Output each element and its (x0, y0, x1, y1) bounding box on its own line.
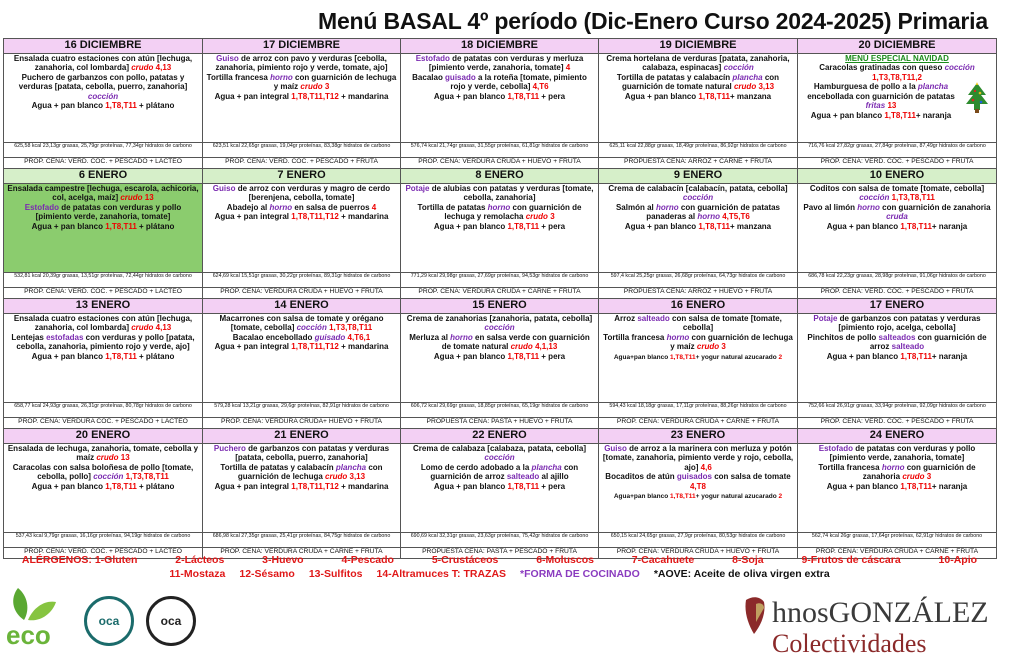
nutrition-info: 537,43 kcal 9,79gr grasas, 16,16gr proteínas, 94,19gr hidratos de carbono (4, 533, 203, 548)
company-logo (742, 594, 1022, 663)
day-header: 6 ENERO (4, 169, 203, 184)
dinner-proposal: PROP. CENA: VERDURA CRUDA + CARNE + FRUTA (599, 418, 798, 429)
week-4-nutrition-row (4, 533, 997, 548)
allergen-item: 10-Apio (938, 554, 978, 566)
dinner-proposal: PROP. CENA: VERDURA CRUDA+ HUEVO + FRUTA (203, 418, 401, 429)
day-menu: Guiso de arroz con pavo y verduras [cebolla, zanahoria, pimiento rojo y verde, tomate, ajo] Tortilla francesa horno con guarnición de lechuga y maíz crudo 3 Agua + pan integral 1,T8,T11,T12 + mandarina (203, 54, 401, 143)
day-header: 20 DICIEMBRE (798, 39, 997, 54)
day-header: 19 DICIEMBRE (599, 39, 798, 54)
day-header: 14 ENERO (203, 299, 401, 314)
week-2-header-row (4, 169, 997, 184)
week-2-dish-row (4, 184, 997, 273)
allergen-item: 8-Soja (732, 554, 764, 566)
day-menu: Potaje de garbanzos con patatas y verduras [pimiento rojo, acelga, cebolla] Pinchitos de pollo salteados con guarnición de arroz salteado Agua + pan blanco 1,T8,T11+ naranja (798, 314, 997, 403)
dinner-proposal: PROP. CENA: VERD. COC. + PESCADO + FRUTA (798, 288, 997, 299)
page-title: Menú BASAL 4º período (Dic-Enero Curso 2024-2025) Primaria (318, 8, 988, 34)
week-2-dinner-row (4, 288, 997, 299)
nutrition-info: 597,4 kcal 25,25gr grasas, 26,68gr proteínas, 64,73gr hidratos de carbono (599, 273, 798, 288)
dinner-proposal: PROP. CENA: VERD. COC. + PESCADO + FRUTA (203, 158, 401, 169)
nutrition-info: 625,58 kcal 23,13gr grasas, 25,79gr proteínas, 77,34gr hidratos de carbono (4, 143, 203, 158)
nutrition-info: 752,66 kcal 26,91gr grasas, 33,94gr proteínas, 92,09gr hidratos de carbono (798, 403, 997, 418)
day-header: 18 DICIEMBRE (401, 39, 599, 54)
week-3-nutrition-row (4, 403, 997, 418)
week-3-header-row (4, 299, 997, 314)
nutrition-info: 625,11 kcal 22,88gr grasas, 18,49gr proteínas, 86,92gr hidratos de carbono (599, 143, 798, 158)
dinner-proposal: PROPUESTA CENA: PASTA + PESCADO + FRUTA (401, 548, 599, 559)
day-menu: Guiso de arroz con verduras y magro de cerdo [berenjena, cebolla, tomate] Abadejo al horno en salsa de puerros 4 Agua + pan integral 1,T8,T11,T12 + mandarina (203, 184, 401, 273)
week-3-dinner-row (4, 418, 997, 429)
day-header: 16 ENERO (599, 299, 798, 314)
nutrition-info: 594,43 kcal 18,18gr grasas, 17,11gr proteínas, 88,26gr hidratos de carbono (599, 403, 798, 418)
nutrition-info: 690,69 kcal 32,31gr grasas, 23,63gr proteínas, 75,42gr hidratos de carbono (401, 533, 599, 548)
dinner-proposal: PROP. CENA: VERD. COC. + PESCADO + LÁCTEO (4, 548, 203, 559)
dinner-proposal: PROP. CENA: VERD. COC. + PESCADO + LÁCTEO (4, 288, 203, 299)
nutrition-info: 716,76 kcal 27,82gr grasas, 27,84gr proteínas, 87,49gr hidratos de carbono (798, 143, 997, 158)
nutrition-info: 623,51 kcal 22,65gr grasas, 19,04gr proteínas, 83,38gr hidratos de carbono (203, 143, 401, 158)
day-menu: Crema de calabaza [calabaza, patata, cebolla] cocción Lomo de cerdo adobado a la plancha con guarnición de arroz salteado al ajillo Agua + pan blanco 1,T8,T11 + pera (401, 444, 599, 533)
dinner-proposal: PROP. CENA: VERD. COC. + PESCADO + FRUTA (798, 418, 997, 429)
nutrition-info: 579,28 kcal 13,21gr grasas, 29,6gr proteínas, 82,91gr hidratos de carbono (203, 403, 401, 418)
day-header: 23 ENERO (599, 429, 798, 444)
week-1-header-row (4, 39, 997, 54)
nutrition-info: 562,74 kcal 26gr grasas, 17,64gr proteínas, 62,91gr hidratos de carbono (798, 533, 997, 548)
allergen-item: 3-Huevo (262, 554, 304, 566)
allergen-item: 13-Sulfitos (308, 568, 363, 580)
day-header: 9 ENERO (599, 169, 798, 184)
dinner-proposal: PROP. CENA: VERDURA CRUDA + CARNE + FRUTA (401, 288, 599, 299)
nutrition-info: 624,69 kcal 15,51gr grasas, 30,22gr proteínas, 89,31gr hidratos de carbono (203, 273, 401, 288)
nutrition-info: 658,77 kcal 24,93gr grasas, 26,31gr proteínas, 80,78gr hidratos de carbono (4, 403, 203, 418)
week-2-nutrition-row (4, 273, 997, 288)
dinner-proposal: PROP. CENA: VERD. COC. + PESCADO + LÁCTEO (4, 158, 203, 169)
day-menu: Crema de calabacín [calabacín, patata, cebolla] cocción Salmón al horno con guarnición de patatas panaderas al horno 4,T5,T6 Agua + pan blanco 1,T8,T11+ manzana (599, 184, 798, 273)
day-menu: Ensalada campestre [lechuga, escarola, achicoria, col, acelga, maíz] crudo 13 Estofado de patatas con verduras y pollo [pimiento verde, zanahoria, tomate] Agua + pan blanco 1,T8,T11 + plátano (4, 184, 203, 273)
eco-logo-text: eco (6, 620, 51, 650)
eco-logo (4, 586, 94, 655)
allergen-legend-line-2 (3, 567, 996, 581)
dinner-proposal: PROP. CENA: VERDURA CRUDA + CARNE + FRUTA (798, 548, 997, 559)
day-header: 8 ENERO (401, 169, 599, 184)
allergen-item: 4-Pescado (341, 554, 394, 566)
oca-certification-badge-1: oca (84, 596, 134, 646)
company-subtitle: Colectividades (772, 629, 927, 658)
allergen-item: 7-Cacahuete (631, 554, 695, 566)
nutrition-info: 576,74 kcal 21,74gr grasas, 31,55gr proteínas, 61,81gr hidratos de carbono (401, 143, 599, 158)
allergen-item: 2-Lácteos (175, 554, 225, 566)
allergen-item: 6-Moluscos (536, 554, 594, 566)
dinner-proposal: PROP. CENA: VERDURA CRUDA + HUEVO + FRUTA (401, 158, 599, 169)
allergen-item: 12-Sésamo (239, 568, 295, 580)
day-header: 17 ENERO (798, 299, 997, 314)
week-1-dish-row (4, 54, 997, 143)
day-header: 21 ENERO (203, 429, 401, 444)
menu-table (3, 38, 997, 559)
dinner-proposal: PROP. CENA: VERDURA CRUDA + CARNE + FRUTA (203, 548, 401, 559)
dinner-proposal: PROP. CENA: VERDURA COC. + PESCADO + LÁCTEO (4, 418, 203, 429)
dinner-proposal: PROP. CENA: VERD. COC. + PESCADO + FRUTA (798, 158, 997, 169)
day-menu: Macarrones con salsa de tomate y orégano [tomate, cebolla] cocción 1,T3,T8,T11 Bacalao encebollado guisado 4,T6,1 Agua + pan integral 1,T8,T11,T12 + mandarina (203, 314, 401, 403)
christmas-tree-icon (963, 82, 991, 116)
day-header: 16 DICIEMBRE (4, 39, 203, 54)
nutrition-info: 532,81 kcal 20,39gr grasas, 13,51gr proteínas, 72,44gr hidratos de carbono (4, 273, 203, 288)
week-1-nutrition-row (4, 143, 997, 158)
aove-note: *AOVE: Aceite de oliva virgen extra (653, 568, 830, 580)
day-menu: Potaje de alubias con patatas y verduras [tomate, cebolla, zanahoria] Tortilla de patatas horno con guarnición de lechuga y remolacha crudo 3 Agua + pan blanco 1,T8,T11 + pera (401, 184, 599, 273)
allergen-legend-line-1 (3, 553, 996, 567)
day-menu: Ensalada de lechuga, zanahoria, tomate, cebolla y maíz crudo 13 Caracolas con salsa boloñesa de pollo [tomate, cebolla, pollo] cocción 1,T3,T8,T11 Agua + pan blanco 1,T8,T11 + plátano (4, 444, 203, 533)
day-header: 17 DICIEMBRE (203, 39, 401, 54)
dinner-proposal: PROP. CENA: VERDURA CRUDA + HUEVO + FRUTA (203, 288, 401, 299)
day-menu: MENÚ ESPECIAL NAVIDAD Caracolas gratinadas con queso cocción 1,T3,T8,T11,2 Hamburguesa de pollo a la plancha encebollada con guarnición de patatas fritas 13 Agua + pan blanco 1,T8,T11+ naranja (798, 54, 997, 143)
day-header: 10 ENERO (798, 169, 997, 184)
day-menu: Crema hortelana de verduras [patata, zanahoria, calabaza, espinacas] cocción Tortilla de patatas y calabacín plancha con guarnición de tomate natural crudo 3,13 Agua + pan blanco 1,T8,T11+ manzana (599, 54, 798, 143)
nutrition-info: 686,98 kcal 27,35gr grasas, 25,41gr proteínas, 84,75gr hidratos de carbono (203, 533, 401, 548)
day-menu: Arroz salteado con salsa de tomate [tomate, cebolla] Tortilla francesa horno con guarnición de lechuga y maíz crudo 3 Agua+pan blanco 1,T8,T11+ yogur natural azucarado 2 (599, 314, 798, 403)
day-menu: Crema de zanahorias [zanahoria, patata, cebolla] cocción Merluza al horno en salsa verde con guarnición de tomate natural crudo 4,1,13 Agua + pan blanco 1,T8,T11 + pera (401, 314, 599, 403)
day-menu: Ensalada cuatro estaciones con atún [lechuga, zanahoria, col lombarda] crudo 4,13 Lentejas estofadas con verduras y pollo [patata, cebolla, zanahoria, pimiento rojo y verde, ajo] Agua + pan blanco 1,T8,T11 + plátano (4, 314, 203, 403)
week-4-header-row (4, 429, 997, 444)
nutrition-info: 771,29 kcal 29,98gr grasas, 27,69gr proteínas, 94,53gr hidratos de carbono (401, 273, 599, 288)
dinner-proposal: PROPUESTA CENA: ARROZ + HUEVO + FRUTA (599, 288, 798, 299)
nutrition-info: 686,78 kcal 22,23gr grasas, 28,98gr proteínas, 91,06gr hidratos de carbono (798, 273, 997, 288)
week-3-dish-row (4, 314, 997, 403)
day-header: 15 ENERO (401, 299, 599, 314)
day-header: 24 ENERO (798, 429, 997, 444)
allergen-item: ALÉRGENOS: 1-Gluten (21, 554, 138, 566)
footer-logos (0, 584, 1024, 664)
day-menu: Coditos con salsa de tomate [tomate, cebolla] cocción 1,T3,T8,T11 Pavo al limón horno con guarnición de zanahoria cruda Agua + pan blanco 1,T8,T11+ naranja (798, 184, 997, 273)
allergen-item: 9-Frutos de cáscara (801, 554, 901, 566)
allergen-item: 5-Crustáceos (431, 554, 499, 566)
day-menu: Estofado de patatas con verduras y merluza [pimiento verde, zanahoria, tomate] 4 Bacalao guisado a la roteña [tomate, pimiento rojo y verde, cebolla] 4,T6 Agua + pan blanco 1,T8,T11 + pera (401, 54, 599, 143)
week-4-dish-row (4, 444, 997, 533)
day-header: 22 ENERO (401, 429, 599, 444)
day-menu: Guiso de arroz a la marinera con merluza y potón [tomate, zanahoria, pimiento verde y rojo, cebolla, ajo] 4,6 Bocaditos de atún guisados con salsa de tomate 4,T8 Agua+pan blanco 1,T8,T11+ yogur natural azucarado 2 (599, 444, 798, 533)
day-menu: Ensalada cuatro estaciones con atún [lechuga, zanahoria, col lombarda] crudo 4,13 Puchero de garbanzos con pollo, patatas y verduras [patata, cebolla, puerro, zanahoria] cocción Agua + pan blanco 1,T8,T11 + plátano (4, 54, 203, 143)
nutrition-info: 606,72 kcal 29,69gr grasas, 18,85gr proteínas, 65,19gr hidratos de carbono (401, 403, 599, 418)
oca-certification-badge-2: oca (146, 596, 196, 646)
day-header: 7 ENERO (203, 169, 401, 184)
day-header: 13 ENERO (4, 299, 203, 314)
day-header: 20 ENERO (4, 429, 203, 444)
nutrition-info: 650,15 kcal 24,65gr grasas, 27,9gr proteínas, 80,53gr hidratos de carbono (599, 533, 798, 548)
dinner-proposal: PROP. CENA: VERDURA CRUDA + HUEVO + FRUTA (599, 548, 798, 559)
week-1-dinner-row (4, 158, 997, 169)
company-name: hnosGONZÁLEZ (772, 596, 989, 629)
day-menu: Puchero de garbanzos con patatas y verduras [patata, cebolla, puerro, zanahoria] Tortilla de patatas y calabacín plancha con guarnición de lechuga crudo 3,13 Agua + pan integral 1,T8,T11,T12 + mandarina (203, 444, 401, 533)
day-menu: Estofado de patatas con verduras y pollo [pimiento verde, zanahoria, tomate] Tortilla francesa horno con guarnición de zanahoria crudo 3 Agua + pan blanco 1,T8,T11+ naranja (798, 444, 997, 533)
allergen-item: 14-Altramuces T: TRAZAS (376, 568, 507, 580)
cooking-method-note: *FORMA DE COCINADO (520, 568, 640, 580)
dinner-proposal: PROPUESTA CENA: PASTA + HUEVO + FRUTA (401, 418, 599, 429)
dinner-proposal: PROPUESTA CENA: ARROZ + CARNE + FRUTA (599, 158, 798, 169)
allergen-item: 11-Mostaza (169, 568, 226, 580)
allergen-legend (3, 553, 996, 583)
